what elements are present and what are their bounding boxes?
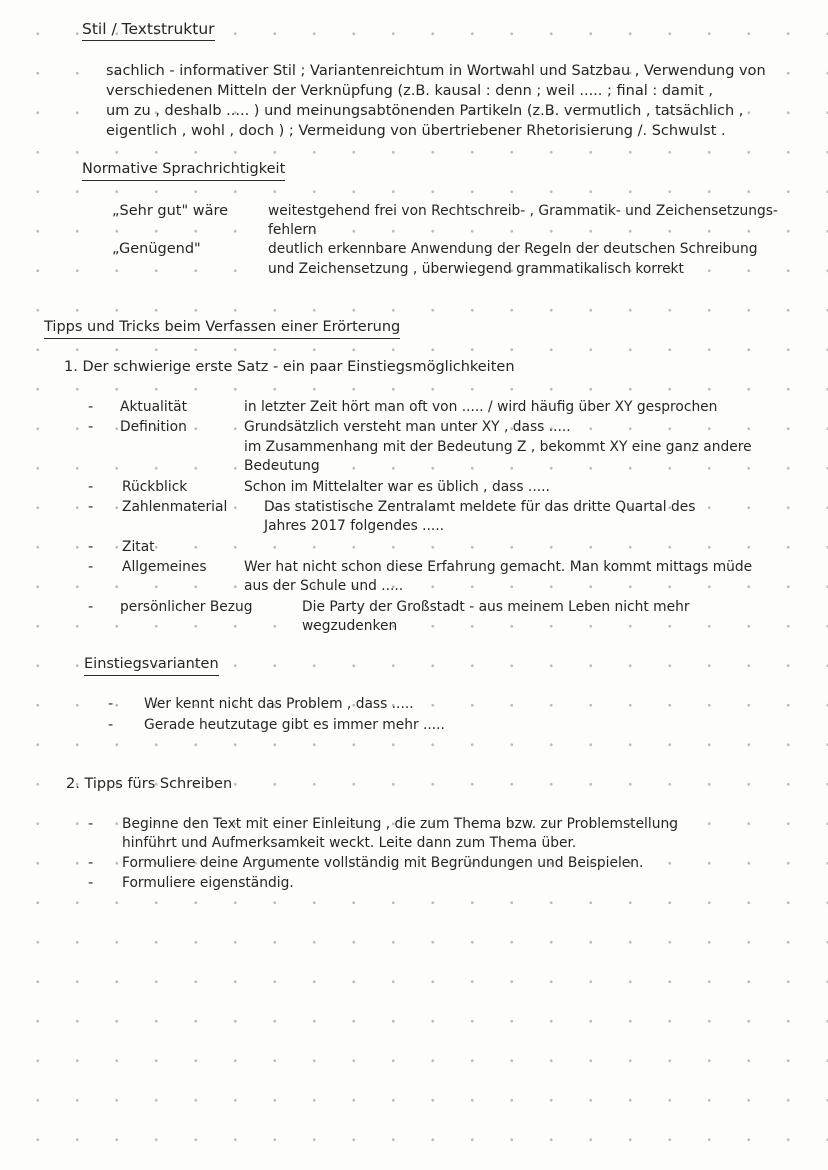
dash: - (88, 855, 94, 871)
norm-label-2: „Genügend" (112, 241, 201, 257)
entry-label-persoenlich: persönlicher Bezug (120, 599, 253, 615)
dash: - (88, 419, 94, 435)
entry-text: Schon im Mittelalter war es üblich , dass ..... (244, 479, 550, 495)
dash: - (108, 717, 114, 733)
style-line-2: verschiedenen Mitteln der Verknüpfung (z.B. kausal : denn ; weil ..... ; final : damit , (106, 83, 713, 99)
heading-norm: Normative Sprachrichtigkeit (82, 160, 285, 181)
entry-text: aus der Schule und ..... (244, 578, 404, 594)
dash: - (88, 559, 94, 575)
dash: - (88, 816, 94, 832)
norm-text-1a: weitestgehend frei von Rechtschreib- , Grammatik- und Zeichensetzungs- (268, 203, 778, 219)
dash: - (88, 479, 94, 495)
heading-tips: Tipps und Tricks beim Verfassen einer Erörterung (44, 318, 400, 339)
dash: - (108, 696, 114, 712)
variant-item: Gerade heutzutage gibt es immer mehr ..... (144, 717, 445, 733)
heading-style: Stil / Textstruktur (82, 20, 215, 41)
entry-text: Bedeutung (244, 458, 320, 474)
dash: - (88, 539, 94, 555)
dash: - (88, 499, 94, 515)
entry-text: wegzudenken (302, 618, 398, 634)
dash: - (88, 875, 94, 891)
style-line-1: sachlich - informativer Stil ; Variantenreichtum in Wortwahl und Satzbau , Verwendung von (106, 63, 766, 79)
entry-text: Jahres 2017 folgendes ..... (264, 518, 445, 534)
entry-text: Grundsätzlich versteht man unter XY , dass ..... (244, 419, 571, 435)
tips-sub2-title: 2. Tipps fürs Schreiben (66, 776, 233, 792)
entry-label-definition: Definition (120, 419, 187, 435)
norm-text-2a: deutlich erkennbare Anwendung der Regeln der deutschen Schreibung (268, 241, 758, 257)
writing-tip: hinführt und Aufmerksamkeit weckt. Leite dann zum Thema über. (122, 835, 577, 851)
norm-label-1: „Sehr gut" wäre (112, 203, 229, 219)
entry-text: im Zusammenhang mit der Bedeutung Z , bekommt XY eine ganz andere (244, 439, 752, 455)
entry-text: Die Party der Großstadt - aus meinem Leben nicht mehr (302, 599, 690, 615)
style-line-4: eigentlich , wohl , doch ) ; Vermeidung von übertriebener Rhetorisierung /. Schwulst . (106, 123, 726, 139)
entry-text: Wer hat nicht schon diese Erfahrung gemacht. Man kommt mittags müde (244, 559, 753, 575)
tips-sub1-title: 1. Der schwierige erste Satz - ein paar Einstiegsmöglichkeiten (64, 359, 515, 375)
variant-item: Wer kennt nicht das Problem , dass ..... (144, 696, 414, 712)
norm-text-2b: und Zeichensetzung , überwiegend grammatikalisch korrekt (268, 261, 684, 277)
entry-text: in letzter Zeit hört man oft von ..... / wird häufig über XY gesprochen (244, 399, 718, 415)
entry-label-zahlenmaterial: Zahlenmaterial (122, 499, 228, 515)
style-line-3: um zu , deshalb ..... ) und meinungsabtönenden Partikeln (z.B. vermutlich , tatsächlich , (106, 103, 744, 119)
heading-variants: Einstiegsvarianten (84, 655, 219, 676)
entry-label-allgemeines: Allgemeines (122, 559, 207, 575)
writing-tip: Formuliere eigenständig. (122, 875, 294, 891)
entry-label-aktualitaet: Aktualität (120, 399, 187, 415)
writing-tip: Formuliere deine Argumente vollständig mit Begründungen und Beispielen. (122, 855, 644, 871)
writing-tip: Beginne den Text mit einer Einleitung , die zum Thema bzw. zur Problemstellung (122, 816, 678, 832)
entry-label-rueckblick: Rückblick (122, 479, 188, 495)
dash: - (88, 599, 94, 615)
dash: - (88, 399, 94, 415)
norm-text-1b: fehlern (268, 222, 317, 238)
entry-text: Das statistische Zentralamt meldete für das dritte Quartal des (264, 499, 696, 515)
entry-label-zitat: Zitat (122, 539, 155, 555)
